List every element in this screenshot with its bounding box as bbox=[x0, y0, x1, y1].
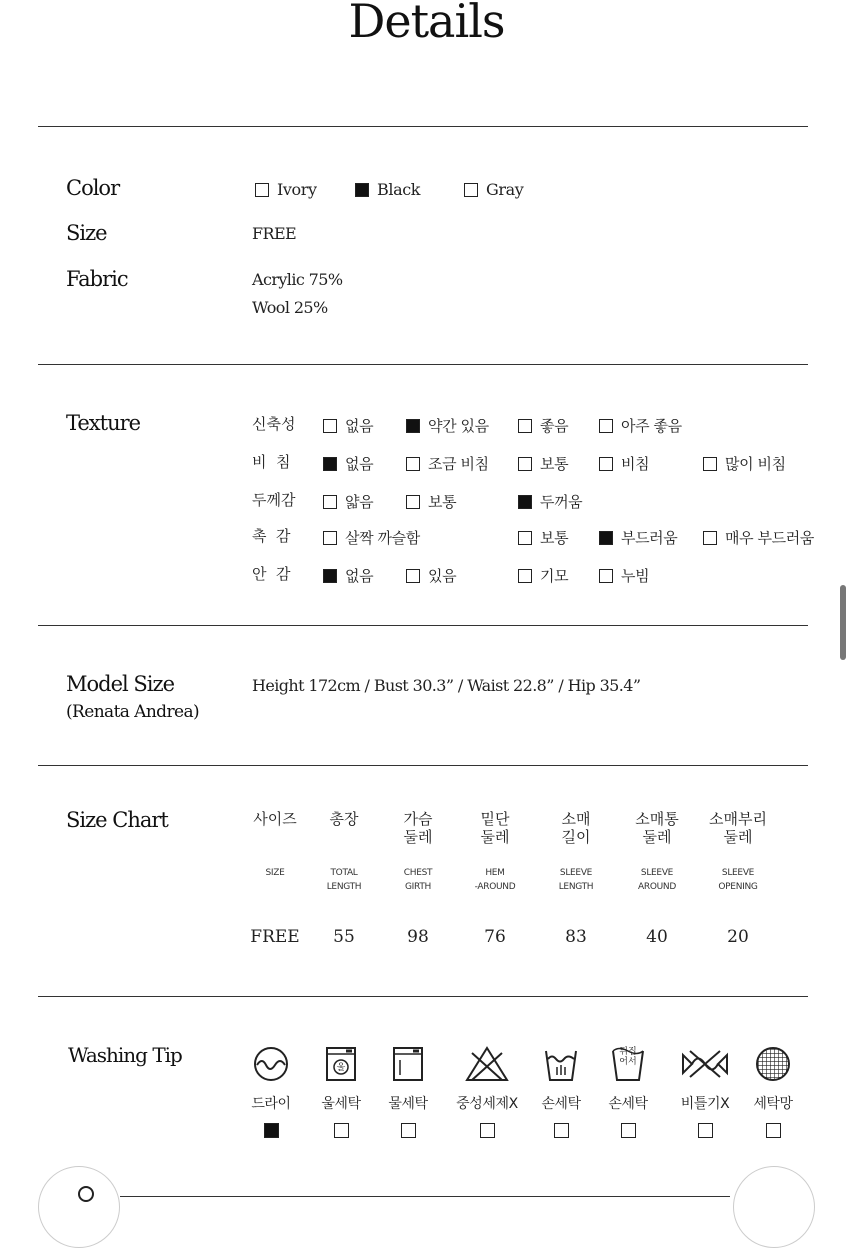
size-chart-value: 40 bbox=[646, 927, 668, 947]
size-label: Size bbox=[66, 221, 107, 245]
texture-option-label: 조금 비침 bbox=[428, 455, 489, 473]
checkbox bbox=[323, 531, 337, 545]
texture-row-label: 신축성 bbox=[252, 415, 296, 433]
color-label: Color bbox=[66, 176, 120, 200]
checkbox bbox=[518, 569, 532, 583]
no-neutral-detergent-icon bbox=[452, 1045, 522, 1085]
inside-out-wash-icon bbox=[593, 1045, 663, 1085]
texture-option-label: 두꺼움 bbox=[540, 493, 583, 511]
bottom-left-circle-button[interactable] bbox=[38, 1166, 120, 1248]
checkbox bbox=[264, 1123, 279, 1138]
texture-option bbox=[323, 415, 373, 436]
texture-option-label: 없음 bbox=[345, 455, 374, 473]
checkbox bbox=[599, 457, 613, 471]
checkbox bbox=[703, 531, 717, 545]
icon-text: 뒤집어서 bbox=[619, 1047, 637, 1067]
checkbox bbox=[334, 1123, 349, 1138]
texture-option bbox=[323, 565, 373, 586]
water-wash-icon bbox=[373, 1045, 443, 1085]
texture-option-label: 아주 좋음 bbox=[621, 417, 682, 435]
size-chart-value: 76 bbox=[484, 927, 506, 947]
laundry-net-icon bbox=[738, 1045, 808, 1085]
washing-item bbox=[236, 1045, 306, 1138]
size-chart-value: 55 bbox=[333, 927, 355, 947]
size-chart-header-en: SLEEVE AROUND bbox=[638, 868, 676, 892]
texture-option bbox=[599, 527, 677, 548]
size-chart-header-en: SLEEVE LENGTH bbox=[558, 868, 594, 892]
checkbox bbox=[406, 457, 420, 471]
size-chart-header-en: SIZE bbox=[265, 868, 285, 878]
checkbox bbox=[323, 569, 337, 583]
size-chart-value: FREE bbox=[250, 927, 300, 947]
checkbox bbox=[323, 495, 337, 509]
checkbox bbox=[406, 419, 420, 433]
checkbox bbox=[698, 1123, 713, 1138]
wool-wash-icon bbox=[306, 1045, 376, 1085]
texture-option bbox=[599, 453, 649, 474]
size-chart-header-en: TOTAL LENGTH bbox=[326, 868, 362, 892]
texture-option-label: 좋음 bbox=[540, 417, 569, 435]
scrollbar[interactable] bbox=[840, 585, 846, 660]
checkbox bbox=[518, 457, 532, 471]
checkbox bbox=[554, 1123, 569, 1138]
hand-wash-icon bbox=[526, 1045, 596, 1085]
washing-item bbox=[738, 1045, 808, 1138]
divider bbox=[38, 364, 808, 365]
divider bbox=[38, 126, 808, 127]
texture-option-label: 보통 bbox=[540, 455, 569, 473]
size-chart-header: 밑단 둘레 bbox=[480, 810, 510, 846]
washing-item-label: 세탁망 bbox=[753, 1096, 793, 1112]
page-title: Details bbox=[348, 0, 505, 48]
texture-option-label: 없음 bbox=[345, 567, 374, 585]
texture-option bbox=[406, 453, 489, 474]
texture-label: Texture bbox=[66, 411, 141, 435]
texture-option-label: 누빔 bbox=[621, 567, 650, 585]
washing-item-label: 중성세제X bbox=[456, 1096, 518, 1112]
divider bbox=[120, 1196, 730, 1197]
model-size-label: Model Size bbox=[66, 672, 175, 696]
texture-row-label: 촉 감 bbox=[252, 527, 291, 545]
divider bbox=[38, 996, 808, 997]
texture-option bbox=[323, 491, 373, 512]
texture-option-label: 보통 bbox=[428, 493, 457, 511]
texture-option bbox=[518, 565, 568, 586]
checkbox bbox=[355, 183, 369, 197]
texture-option-label: 없음 bbox=[345, 417, 374, 435]
texture-option-label: 얇음 bbox=[345, 493, 374, 511]
size-chart-header-en: SLEEVE OPENING bbox=[718, 868, 758, 892]
washing-item-label: 울세탁 bbox=[321, 1096, 361, 1112]
texture-option bbox=[323, 527, 420, 548]
color-option bbox=[255, 180, 317, 199]
texture-option bbox=[703, 527, 814, 548]
washing-item-label: 드라이 bbox=[251, 1096, 291, 1112]
size-value: FREE bbox=[252, 224, 297, 243]
washing-item bbox=[526, 1045, 596, 1138]
checkbox bbox=[599, 419, 613, 433]
size-chart-header: 총장 bbox=[329, 810, 359, 828]
checkbox bbox=[599, 531, 613, 545]
washing-item bbox=[306, 1045, 376, 1138]
size-chart-value: 98 bbox=[407, 927, 429, 947]
checkbox bbox=[599, 569, 613, 583]
size-chart-header: 소매통 둘레 bbox=[635, 810, 679, 846]
washing-item-label: 물세탁 bbox=[388, 1096, 428, 1112]
texture-option bbox=[703, 453, 786, 474]
size-chart-header-en: CHEST GIRTH bbox=[403, 868, 433, 892]
checkbox bbox=[255, 183, 269, 197]
texture-option bbox=[323, 453, 373, 474]
color-name: Gray bbox=[486, 180, 524, 199]
size-chart-value: 83 bbox=[565, 927, 587, 947]
texture-option bbox=[406, 491, 456, 512]
washing-item bbox=[593, 1045, 663, 1138]
divider bbox=[38, 625, 808, 626]
texture-row-label: 안 감 bbox=[252, 565, 291, 583]
divider bbox=[38, 765, 808, 766]
checkbox bbox=[406, 569, 420, 583]
texture-option bbox=[518, 527, 568, 548]
washing-item bbox=[373, 1045, 443, 1138]
size-chart-header: 소매부리 둘레 bbox=[709, 810, 767, 846]
texture-option bbox=[518, 415, 568, 436]
size-chart-label: Size Chart bbox=[66, 808, 168, 832]
size-chart-header-en: HEM -AROUND bbox=[474, 868, 516, 892]
texture-option bbox=[599, 565, 649, 586]
checkbox bbox=[464, 183, 478, 197]
checkbox bbox=[518, 531, 532, 545]
texture-option-label: 약간 있음 bbox=[428, 417, 489, 435]
model-name: (Renata Andrea) bbox=[66, 702, 200, 722]
texture-option bbox=[599, 415, 682, 436]
color-name: Ivory bbox=[277, 180, 317, 199]
texture-option-label: 있음 bbox=[428, 567, 457, 585]
checkbox bbox=[323, 457, 337, 471]
checkbox bbox=[766, 1123, 781, 1138]
texture-option bbox=[518, 491, 582, 512]
dry-clean-icon bbox=[236, 1045, 306, 1085]
checkbox bbox=[323, 419, 337, 433]
texture-option-label: 보통 bbox=[540, 529, 569, 547]
texture-option-label: 매우 부드러움 bbox=[725, 529, 814, 547]
checkbox bbox=[480, 1123, 495, 1138]
color-name: Black bbox=[377, 180, 421, 199]
checkbox bbox=[518, 419, 532, 433]
texture-option-label: 부드러움 bbox=[621, 529, 678, 547]
fabric-line: Wool 25% bbox=[252, 298, 328, 317]
texture-option-label: 비침 bbox=[621, 455, 650, 473]
checkbox bbox=[518, 495, 532, 509]
checkbox bbox=[401, 1123, 416, 1138]
texture-option-label: 살짝 까슬함 bbox=[345, 529, 420, 547]
fabric-line: Acrylic 75% bbox=[252, 270, 343, 289]
bottom-right-circle-button[interactable] bbox=[733, 1166, 815, 1248]
texture-option bbox=[518, 453, 568, 474]
washing-item-label: 비틀기X bbox=[680, 1096, 730, 1112]
washing-tip-label: Washing Tip bbox=[68, 1043, 182, 1067]
fabric-label: Fabric bbox=[66, 267, 128, 291]
washing-item bbox=[670, 1045, 740, 1138]
texture-option bbox=[406, 415, 489, 436]
icon-text: 울 bbox=[336, 1063, 346, 1073]
size-chart-header: 사이즈 bbox=[253, 810, 297, 828]
size-chart-value: 20 bbox=[727, 927, 749, 947]
texture-option-label: 기모 bbox=[540, 567, 569, 585]
texture-option bbox=[406, 565, 456, 586]
size-chart-header: 소매 길이 bbox=[561, 810, 591, 846]
color-option bbox=[355, 180, 420, 199]
washing-item bbox=[452, 1045, 522, 1138]
size-chart-header: 가슴 둘레 bbox=[403, 810, 433, 846]
texture-option-label: 많이 비침 bbox=[725, 455, 786, 473]
checkbox bbox=[621, 1123, 636, 1138]
color-option bbox=[464, 180, 523, 199]
checkbox bbox=[703, 457, 717, 471]
washing-item-label: 손세탁 bbox=[541, 1096, 581, 1112]
washing-item-label: 손세탁 bbox=[608, 1096, 648, 1112]
texture-row-label: 비 침 bbox=[252, 453, 291, 471]
model-measurements: Height 172cm / Bust 30.3” / Waist 22.8” / Hip 35.4” bbox=[252, 676, 641, 695]
texture-row-label: 두께감 bbox=[252, 491, 296, 509]
no-wring-icon bbox=[670, 1045, 740, 1085]
checkbox bbox=[406, 495, 420, 509]
